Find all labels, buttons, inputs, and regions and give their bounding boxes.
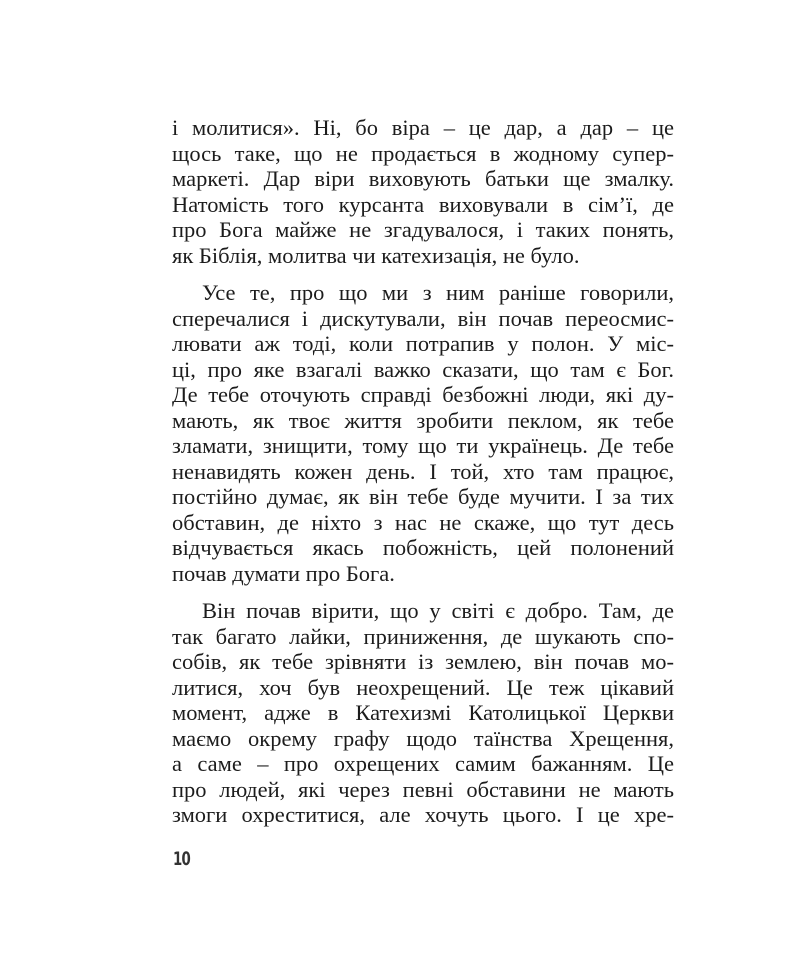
text-line: маємо окрему графу щодо таїнства Хрещення,	[172, 725, 674, 751]
text-line: обставин, де ніхто з нас не скаже, що тут десь	[172, 509, 674, 535]
text-line: про людей, які через певні обставини не мають	[172, 776, 674, 802]
text-line: собів, як тебе зрівняти із землею, він почав мо-	[172, 649, 674, 674]
text-line: і молитися». Ні, бо віра – це дар, а дар – це	[172, 115, 674, 140]
text-line: маркеті. Дар віри виховують батьки ще змалку.	[172, 166, 674, 191]
text-line: Натомість того курсанта виховували в сім’ї, де	[172, 191, 674, 217]
text-line: литися, хоч був неохрещений. Це теж цікавий	[172, 674, 674, 700]
text-line: так багато лайки, приниження, де шукають спо-	[172, 623, 674, 649]
text-line: Де тебе оточують справді безбожні люди, які ду-	[172, 382, 674, 407]
page-body	[172, 115, 674, 840]
text-line: змоги охреститися, але хочуть цього. І це хре-	[172, 802, 674, 827]
text-line: момент, адже в Катехизмі Католицької Церкви	[172, 700, 674, 725]
text-line: лювати аж тоді, коли потрапив у полон. У міс-	[172, 331, 674, 356]
page-number: 10	[173, 848, 191, 870]
text-line: постійно думає, як він тебе буде мучити. І за тих	[172, 484, 674, 509]
text-line: як Біблія, молитва чи катехизація, не було.	[172, 242, 580, 268]
text-line: зламати, знищити, тому що ти українець. Де тебе	[172, 433, 674, 458]
text-line: Усе те, про що ми з ним раніше говорили,	[202, 280, 674, 305]
paragraph-3	[172, 598, 674, 828]
text-line: ці, про яке взагалі важко сказати, що там є Бог.	[172, 356, 674, 382]
text-line: відчувається якась побожність, цей полонений	[172, 535, 674, 560]
text-line: ненавидять кожен день. І той, хто там працює,	[172, 458, 674, 484]
text-line: сперечалися і дискутували, він почав переосмис-	[172, 305, 674, 331]
text-line: мають, як твоє життя зробити пеклом, як тебе	[172, 407, 674, 433]
text-line: а саме – про охрещених самим бажанням. Це	[172, 751, 674, 776]
paragraph-2	[172, 280, 674, 586]
text-line: почав думати про Бога.	[172, 560, 395, 586]
text-line: щось таке, що не продається в жодному супер-	[172, 140, 674, 166]
text-line: про Бога майже не згадувалося, і таких понять,	[172, 217, 674, 242]
text-line: Він почав вірити, що у світі є добро. Там, де	[202, 598, 674, 623]
paragraph-1	[172, 115, 674, 268]
